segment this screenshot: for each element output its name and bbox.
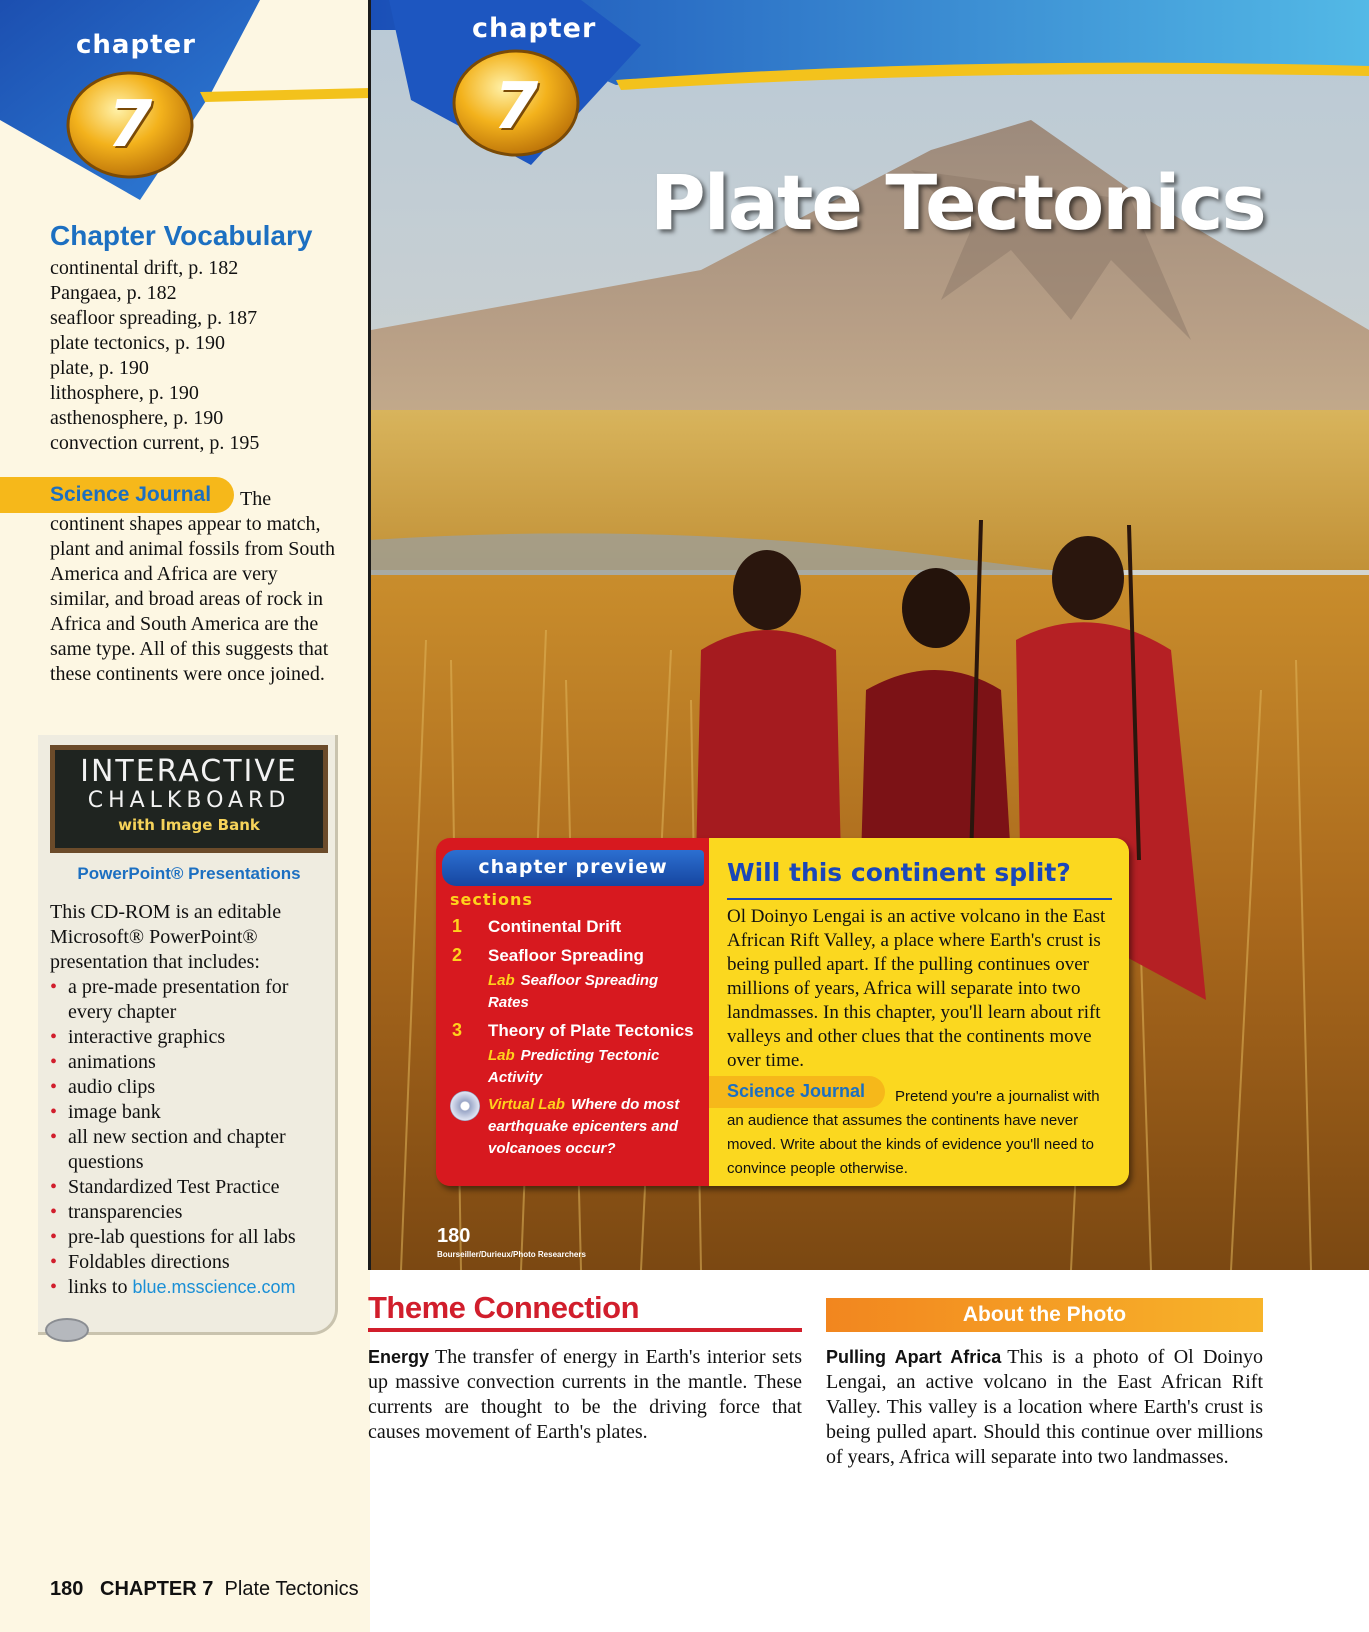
vocab-item: asthenosphere, p. 190 <box>50 407 224 429</box>
cd-feature-item: • transparencies <box>50 1200 330 1225</box>
section-title: Theory of Plate Tectonics <box>488 1021 694 1040</box>
section-title: Seafloor Spreading <box>488 946 644 965</box>
cd-feature-item: • all new section and chapter questions <box>50 1125 330 1175</box>
cd-feature-item: • Standardized Test Practice <box>50 1175 330 1200</box>
footer-page-number: 180 <box>50 1578 84 1600</box>
chapter-word: chapter <box>76 30 196 60</box>
sidebar <box>0 0 370 1632</box>
footer-chapter: CHAPTER 7 <box>100 1578 214 1600</box>
theme-rule <box>368 1328 802 1332</box>
preview-intro-panel <box>709 838 1129 1186</box>
preview-body: Ol Doinyo Lengai is an active volcano in the East African Rift Valley, a place where Earth's crust is being pulled apart. If the pulling continues over millions of years, Africa will separate into two landmasses. In this chapter, you'll learn about rift valleys and other clues that the continents move over time. <box>727 906 1106 1071</box>
photo-page-number: 180 <box>437 1225 471 1247</box>
theme-connection-title <box>368 1290 639 1326</box>
question-underline <box>727 898 1112 900</box>
cd-feature-item: • a pre-made presentation for every chapter <box>50 975 330 1025</box>
lab-title: Predicting Tectonic Activity <box>488 1047 660 1086</box>
theme-connection-body <box>368 1345 802 1445</box>
science-journal-text: The continent shapes appear to match, plant and animal fossils from South America and Africa are very similar, and broad areas of rock in Africa and South America are the same type. All of this suggests that these continents were once joined. <box>50 488 335 685</box>
page-title: Plate Tectonics <box>650 158 1265 247</box>
lab-word: Lab <box>488 1047 515 1064</box>
theme-text: The transfer of energy in Earth's interior sets up massive convection currents in the mantle. These currents are thought to be the driving force that causes movement of Earth's plates. <box>368 1346 802 1443</box>
theme-word: Theme <box>368 1290 466 1325</box>
about-lead: Pulling Apart Africa <box>826 1347 1002 1367</box>
section-title: Continental Drift <box>488 917 622 936</box>
connection-word: Connection <box>473 1290 640 1325</box>
section-lab <box>488 1045 698 1089</box>
section-number: 1 <box>452 916 463 936</box>
sections-panel <box>436 838 709 1186</box>
interactive-chalkboard-logo <box>50 745 328 853</box>
vocab-item: seafloor spreading, p. 187 <box>50 307 258 329</box>
vocab-item: Pangaea, p. 182 <box>50 282 177 304</box>
section-lab <box>488 970 698 1014</box>
cd-feature-item: • audio clips <box>50 1075 330 1100</box>
website-link[interactable]: blue.msscience.com <box>132 1277 296 1297</box>
chalkboard-line-2: CHALKBOARD <box>87 788 291 813</box>
science-journal-label: Science Journal <box>727 1081 866 1101</box>
vocab-item: plate tectonics, p. 190 <box>50 332 225 354</box>
sections-label: sections <box>450 890 533 909</box>
virtual-lab-word: Virtual Lab <box>488 1096 565 1113</box>
chalkboard-line-1: INTERACTIVE <box>80 754 298 789</box>
about-text: This is a photo of Ol Doinyo Lengai, an active volcano in the East African Rift Valley. This valley is a location where Earth's crust is being pulled apart. Should this continue over millions of years, Africa will separate into two landmasses. <box>826 1346 1263 1468</box>
cd-feature-item: • animations <box>50 1050 330 1075</box>
chapter-word: chapter <box>472 13 597 44</box>
cd-rom-feature-list <box>50 975 330 1300</box>
powerpoint-label: PowerPoint® Presentations <box>77 864 301 883</box>
preview-question: Will this continent split? <box>727 858 1071 887</box>
link-prefix: links to <box>68 1276 128 1298</box>
vocabulary-title: Chapter Vocabulary <box>50 220 313 251</box>
cd-feature-item: • Foldables directions <box>50 1250 330 1275</box>
cd-feature-item <box>50 1275 330 1300</box>
vocab-item: convection current, p. 195 <box>50 432 260 454</box>
science-journal-label: Science Journal <box>50 483 212 506</box>
science-journal-prompt: Pretend you're a journalist with an audience that assumes the continents have never moved. Write about the kinds of evidence you'll need to convince people otherwise. <box>727 1088 1100 1177</box>
vocab-item: continental drift, p. 182 <box>50 257 239 279</box>
chapter-preview-banner <box>442 850 704 886</box>
computer-mouse-icon <box>45 1318 89 1342</box>
about-photo-title: About the Photo <box>962 1303 1127 1326</box>
vocabulary-list <box>50 256 259 456</box>
cd-feature-item: • pre-lab questions for all labs <box>50 1225 330 1250</box>
photo-credit: Bourseiller/Durieux/Photo Researchers <box>437 1250 586 1259</box>
cd-rom-intro: This CD-ROM is an editable Microsoft® PowerPoint® presentation that includes: <box>50 901 282 973</box>
footer-title: Plate Tectonics <box>224 1578 359 1600</box>
about-photo-body <box>826 1345 1263 1470</box>
lab-title: Seafloor Spreading Rates <box>488 972 659 1011</box>
cd-icon <box>450 1091 480 1121</box>
virtual-lab <box>488 1094 698 1160</box>
section-number: 2 <box>452 945 463 965</box>
cd-feature-item: • interactive graphics <box>50 1025 330 1050</box>
virtual-lab-title: Where do most earthquake epicenters and volcanoes occur? <box>488 1096 680 1157</box>
chapter-number: 7 <box>107 88 153 162</box>
chapter-preview-label: chapter preview <box>478 856 668 878</box>
page-footer <box>50 1578 359 1601</box>
chalkboard-line-3: with Image Bank <box>118 816 260 834</box>
chapter-number: 7 <box>493 70 539 144</box>
vocab-item: lithosphere, p. 190 <box>50 382 199 404</box>
section-number: 3 <box>452 1020 463 1040</box>
vocab-item: plate, p. 190 <box>50 357 149 379</box>
cd-feature-item: • image bank <box>50 1100 330 1125</box>
chapter-preview-card <box>436 838 1129 1186</box>
theme-lead: Energy <box>368 1347 430 1367</box>
lab-word: Lab <box>488 972 515 989</box>
